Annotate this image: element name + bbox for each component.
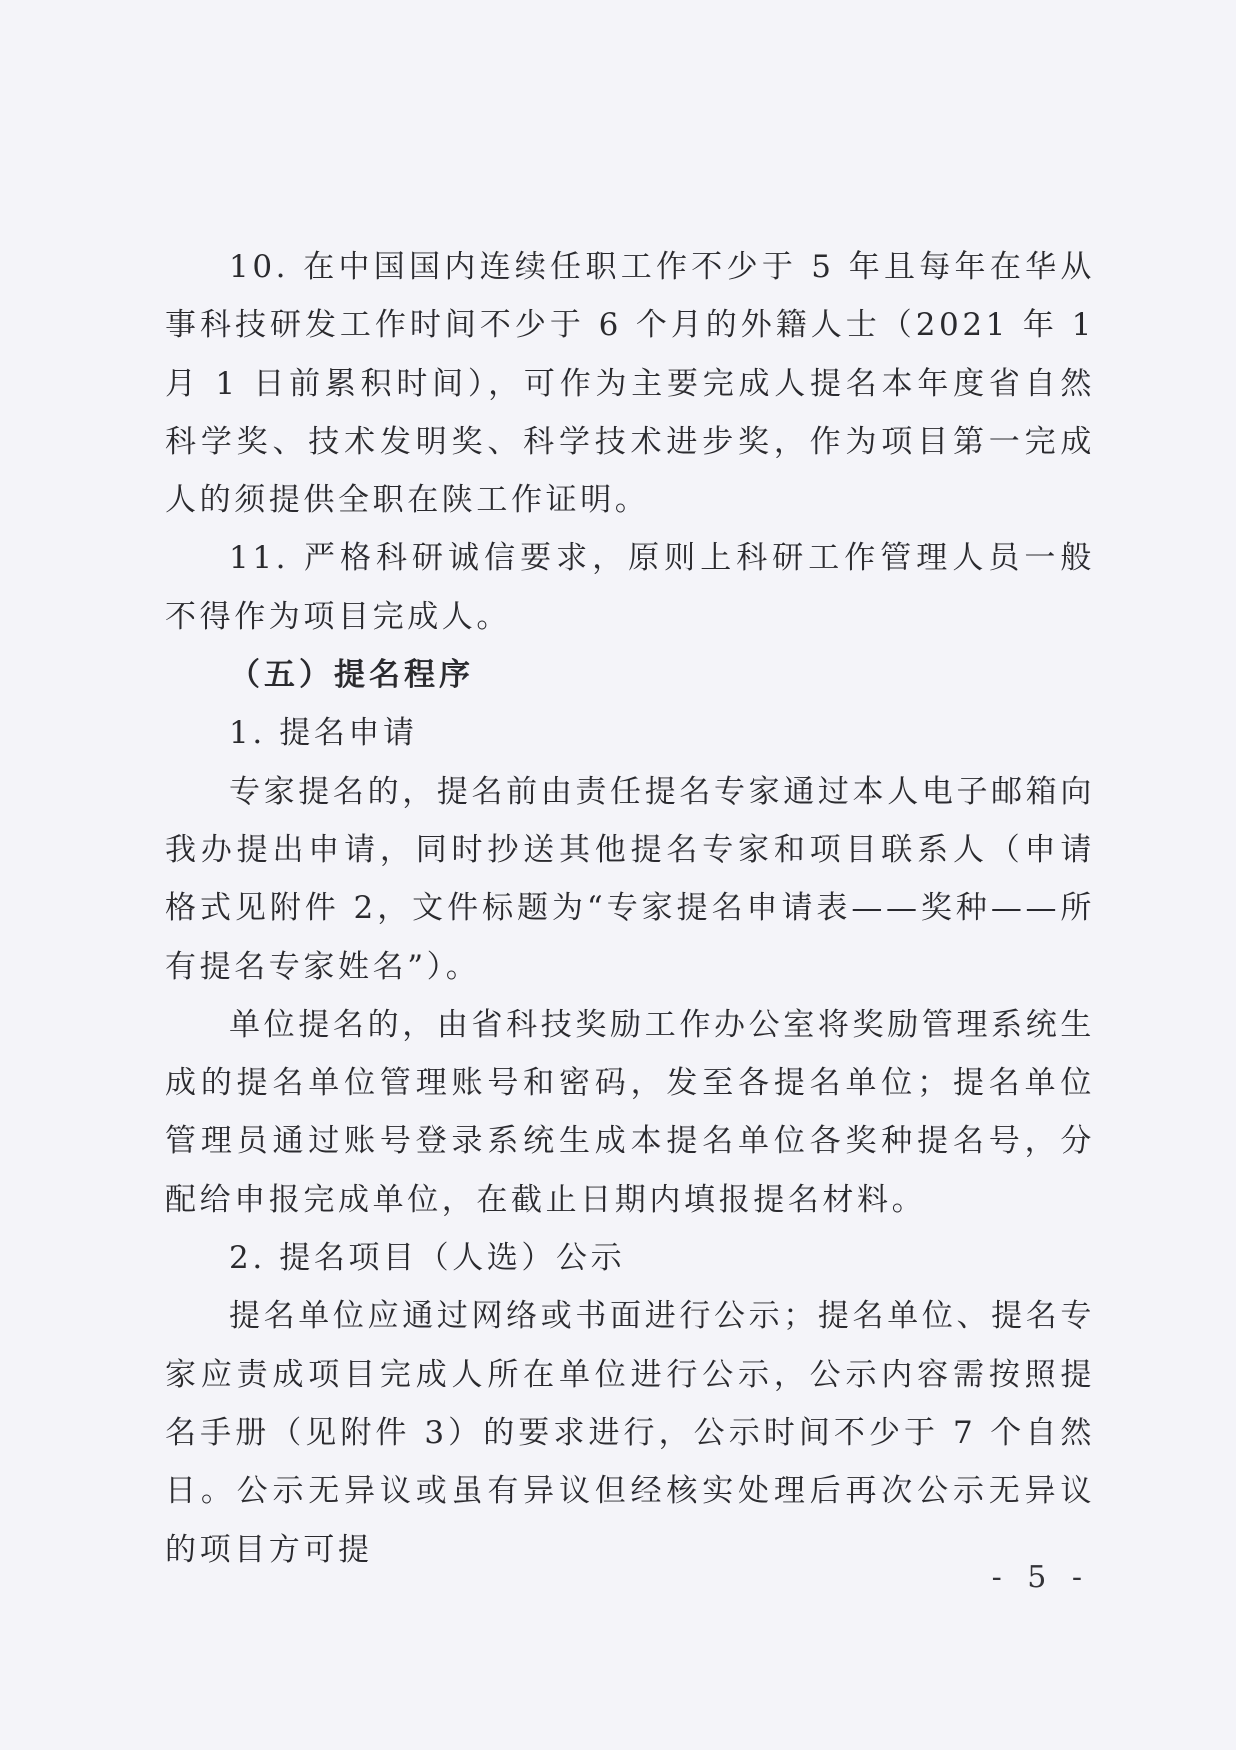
subsection-title-public-notice: 2. 提名项目（人选）公示 — [229, 1240, 626, 1277]
paragraph-expert-nomination: 专家提名的，提名前由责任提名专家通过本人电子邮箱向我办提出申请，同时抄送其他提名专家和项目联系人（申请格式见附件 2，文件标题为“专家提名申请表——奖种——所有提名专家姓名”）。 — [165, 773, 1095, 985]
paragraph-item-11: 11. 严格科研诚信要求，原则上科研工作管理人员一般不得作为项目完成人。 — [165, 540, 1095, 635]
section-heading: （五）提名程序 — [229, 657, 474, 694]
paragraph-item-10: 10. 在中国国内连续任职工作不少于 5 年且每年在华从事科技研发工作时间不少于 6 个月的外籍人士（2021 年 1 月 1 日前累积时间），可作为主要完成人提名本年度省自然科学奖、技术发明奖、科学技术进步奖，作为项目第一完成人的须提供全职在陕工作证明。 — [165, 249, 1095, 519]
paragraph-unit-nomination: 单位提名的，由省科技奖励工作办公室将奖励管理系统生成的提名单位管理账号和密码，发至各提名单位；提名单位管理员通过账号登录系统生成本提名单位各奖种提名号，分配给申报完成单位，在截止日期内填报提名材料。 — [165, 1006, 1095, 1218]
subsection-title-nomination-application: 1. 提名申请 — [229, 715, 418, 752]
page-number: - 5 - — [991, 1560, 1090, 1595]
paragraph-public-notice: 提名单位应通过网络或书面进行公示；提名单位、提名专家应责成项目完成人所在单位进行公示，公示内容需按照提名手册（见附件 3）的要求进行，公示时间不少于 7 个自然日。公示无异议或虽有异议但经核实处理后再次公示无异议的项目方可提 — [165, 1298, 1095, 1568]
document-body — [165, 238, 1095, 1579]
